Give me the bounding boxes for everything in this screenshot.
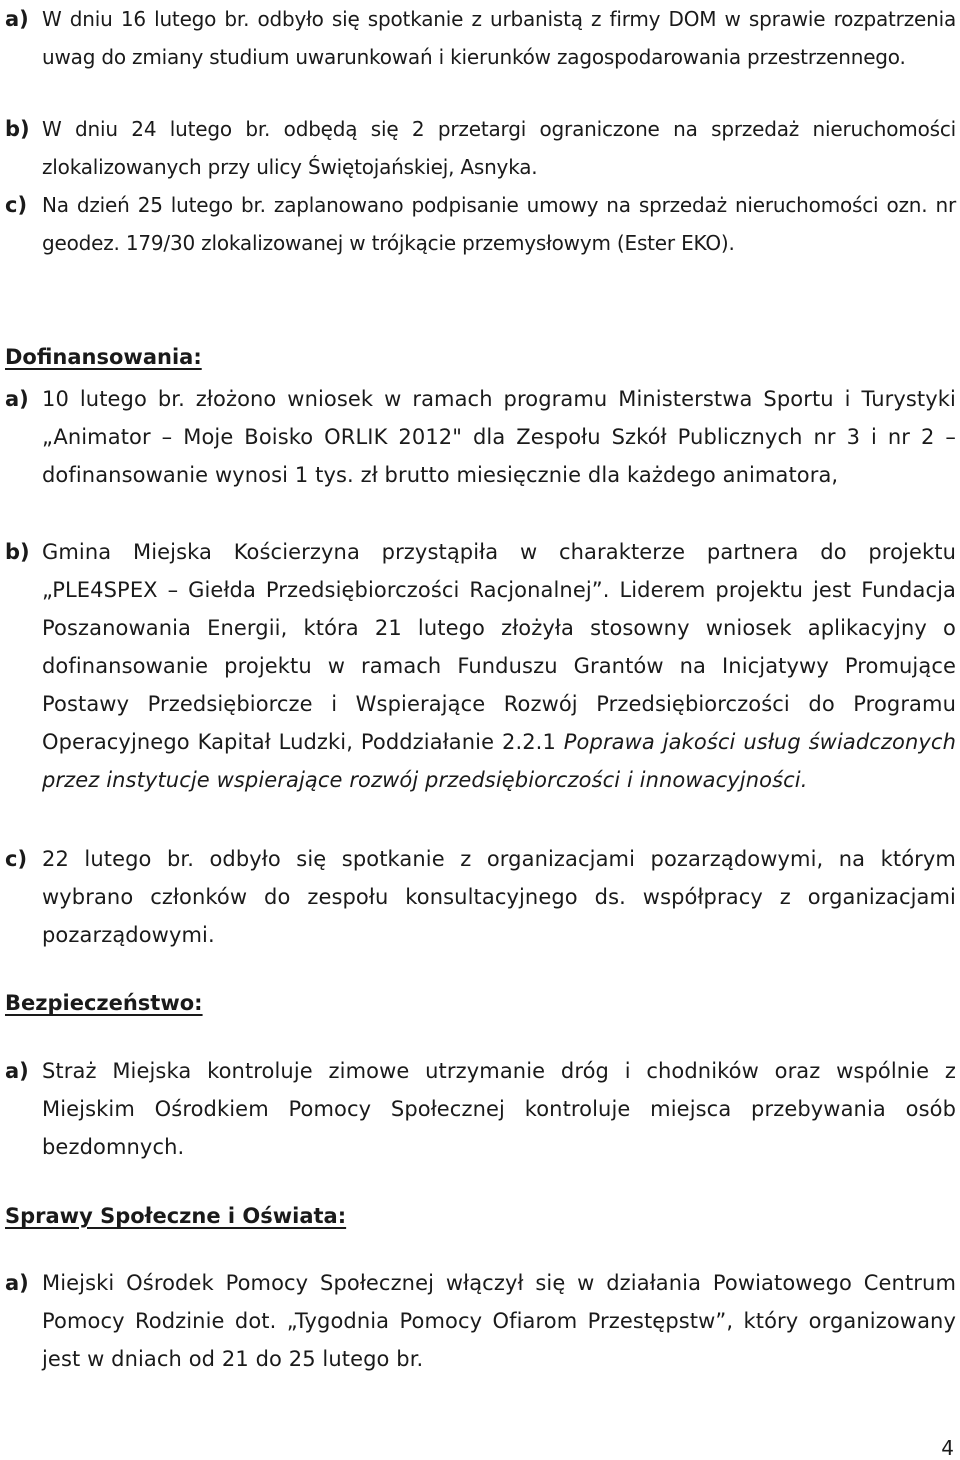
list-marker: a) xyxy=(5,387,29,411)
list-marker: a) xyxy=(5,1059,29,1083)
list-item-text-regular: Gmina Miejska Kościerzyna przystąpiła w charakterze partnera do projektu „PLE4SPEX – Giełda Przedsiębiorczości Racjonalnej”. Liderem projektu jest Fundacja Poszanowania Energii, która 21 lutego złożyła stosowny wniosek aplikacyjny o dofinansowanie projektu w ramach Funduszu Grantów na Inicjatywy Promujące Postawy Przedsiębiorcze i Wspierające Rozwój Przedsiębiorczości do Programu Operacyjnego Kapitał Ludzki, Poddziałanie 2.2.1 xyxy=(42,540,956,754)
list-item-text-italic: Poprawa jakości usług świadczonych przez instytucje wspierające rozwój przedsiębiorczości i innowacyjności. xyxy=(42,730,956,792)
list-marker: c) xyxy=(5,193,28,217)
list-item-text xyxy=(42,533,956,799)
list-item xyxy=(5,0,956,76)
list-item-text: Miejski Ośrodek Pomocy Społecznej włączył się w działania Powiatowego Centrum Pomocy Rodzinie dot. „Tygodnia Pomocy Ofiarom Przestępstw”, który organizowany jest w dniach od 21 do 25 lutego br. xyxy=(42,1271,956,1371)
list-item xyxy=(5,1264,956,1378)
list-item xyxy=(5,840,956,954)
list-marker: a) xyxy=(5,7,29,31)
list-item xyxy=(5,110,956,186)
list-item xyxy=(5,186,956,262)
list-item-text: W dniu 16 lutego br. odbyło się spotkanie z urbanistą z firmy DOM w sprawie rozpatrzenia uwag do zmiany studium uwarunkowań i kierunków zagospodarowania przestrzennego. xyxy=(42,7,956,69)
list-item xyxy=(5,533,956,799)
list-item xyxy=(5,1052,956,1166)
section-heading-bezpieczenstwo: Bezpieczeństwo: xyxy=(5,991,203,1015)
list-marker: b) xyxy=(5,540,30,564)
list-item-text: Na dzień 25 lutego br. zaplanowano podpisanie umowy na sprzedaż nieruchomości ozn. nr geodez. 179/30 zlokalizowanej w trójkącie przemysłowym (Ester EKO). xyxy=(42,193,956,255)
section-heading-dofinansowania: Dofinansowania: xyxy=(5,345,202,369)
list-item xyxy=(5,380,956,494)
list-item-text: Straż Miejska kontroluje zimowe utrzymanie dróg i chodników oraz wspólnie z Miejskim Ośrodkiem Pomocy Społecznej kontroluje miejsca przebywania osób bezdomnych. xyxy=(42,1059,956,1159)
list-item-text: 10 lutego br. złożono wniosek w ramach programu Ministerstwa Sportu i Turystyki „Animator – Moje Boisko ORLIK 2012" dla Zespołu Szkół Publicznych nr 3 i nr 2 – dofinansowanie wynosi 1 tys. zł brutto miesięcznie dla każdego animatora, xyxy=(42,387,956,487)
page-number: 4 xyxy=(941,1436,954,1460)
list-item-text: W dniu 24 lutego br. odbędą się 2 przetargi ograniczone na sprzedaż nieruchomości zlokalizowanych przy ulicy Świętojańskiej, Asnyka. xyxy=(42,117,956,179)
list-marker: b) xyxy=(5,117,30,141)
section-heading-sprawy-spoleczne: Sprawy Społeczne i Oświata: xyxy=(5,1204,347,1228)
list-item-text: 22 lutego br. odbyło się spotkanie z organizacjami pozarządowymi, na którym wybrano członków do zespołu konsultacyjnego ds. współpracy z organizacjami pozarządowymi. xyxy=(42,847,956,947)
list-marker: a) xyxy=(5,1271,29,1295)
list-marker: c) xyxy=(5,847,28,871)
